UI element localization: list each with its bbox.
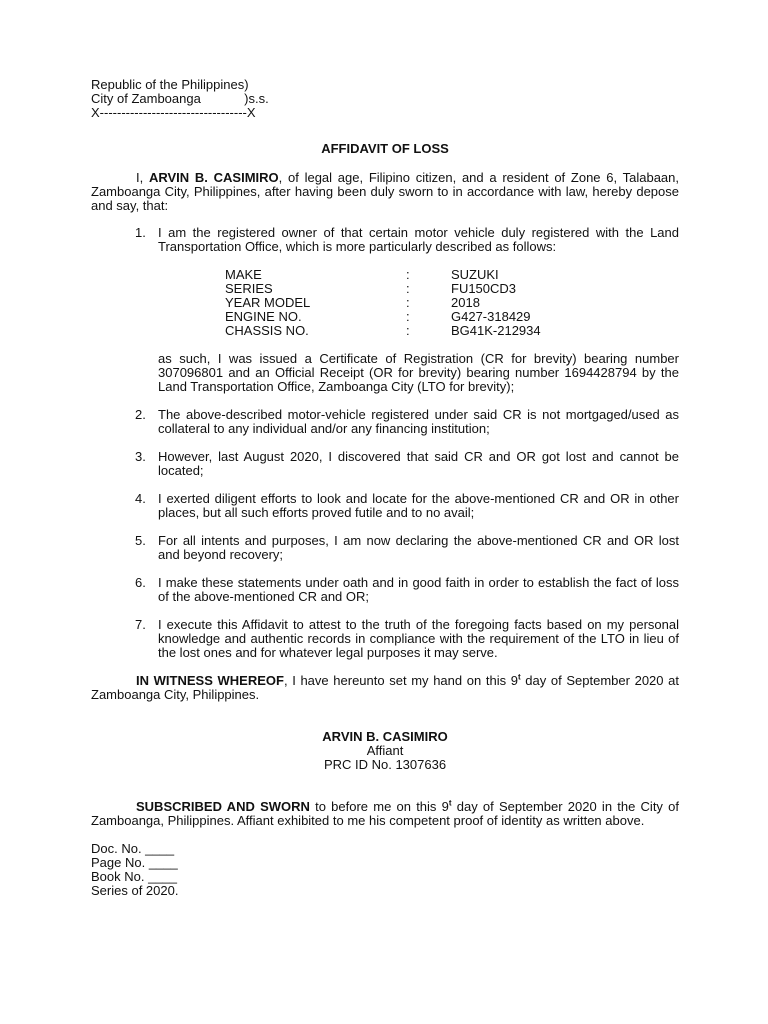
- affiant-name-intro: ARVIN B. CASIMIRO: [148, 170, 279, 185]
- vehicle-value: G427-318429: [451, 309, 531, 324]
- series-line: Series of 2020.: [91, 883, 179, 898]
- book-number-line: Book No. ____: [91, 869, 178, 884]
- statement-item: [91, 492, 679, 520]
- doc-number-line: Doc. No. ____: [91, 841, 175, 856]
- jurat-pre: to before me on this 9: [309, 799, 449, 814]
- vehicle-separator: :: [406, 295, 410, 310]
- vehicle-label: YEAR MODEL: [225, 295, 311, 310]
- venue-block: [91, 78, 679, 120]
- vehicle-row: [225, 310, 541, 324]
- venue-divider: X----------------------------------X: [91, 105, 256, 120]
- vehicle-label: MAKE: [225, 267, 262, 282]
- item-text: I make these statements under oath and in good faith in order to establish the fact of loss of the above-mentioned CR and OR;: [158, 575, 679, 604]
- vehicle-separator: :: [406, 281, 410, 296]
- jurat-ordinal: t: [448, 798, 452, 808]
- vehicle-label: CHASSIS NO.: [225, 323, 309, 338]
- statement-item: [91, 450, 679, 478]
- page-number-line: Page No. ____: [91, 855, 178, 870]
- witness-lead: IN WITNESS WHEREOF: [136, 673, 284, 688]
- affiant-name: ARVIN B. CASIMIRO: [322, 729, 448, 744]
- statement-item: [91, 534, 679, 562]
- item-text: For all intents and purposes, I am now declaring the above-mentioned CR and OR lost and beyond recovery;: [158, 533, 679, 562]
- vehicle-details-table: [225, 268, 541, 338]
- witness-paragraph: [91, 674, 679, 702]
- cr-or-paragraph: as such, I was issued a Certificate of Registration (CR for brevity) bearing number 307096801 and an Official Receipt (OR for brevity) bearing number 1694428794 by the Land Transportation Office, Zamboanga City (LTO for brevity);: [158, 351, 679, 394]
- vehicle-separator: :: [406, 309, 410, 324]
- venue-republic: Republic of the Philippines): [91, 77, 249, 92]
- vehicle-value: BG41K-212934: [451, 323, 541, 338]
- jurat-paragraph: [91, 800, 679, 828]
- item-text: I am the registered owner of that certain motor vehicle duly registered with the Land Transportation Office, which is more particularly described as follows:: [158, 225, 679, 254]
- witness-ordinal: t: [517, 672, 521, 682]
- item-number: 2.: [135, 407, 146, 422]
- statement-item: [91, 226, 679, 254]
- statement-item: [91, 576, 679, 604]
- venue-city: City of Zamboanga )s.s.: [91, 91, 269, 106]
- item-number: 1.: [135, 225, 146, 240]
- statement-item: [91, 618, 679, 660]
- item-text: However, last August 2020, I discovered that said CR and OR got lost and cannot be located;: [158, 449, 679, 478]
- affidavit-page: [91, 78, 679, 898]
- item-number: 6.: [135, 575, 146, 590]
- vehicle-value: 2018: [451, 295, 480, 310]
- jurat-post: day of September 2020 in the City of Zamboanga, Philippines. Affiant exhibited to me his competent proof of identity as written above.: [91, 799, 679, 828]
- item-text: I execute this Affidavit to attest to the truth of the foregoing facts based on my personal knowledge and authentic records in compliance with the requirement of the LTO in lieu of the lost ones and for whatever legal purposes it may serve.: [158, 617, 679, 660]
- affiant-role: Affiant: [366, 743, 404, 758]
- vehicle-row: [225, 282, 541, 296]
- item-number: 5.: [135, 533, 146, 548]
- intro-post: , of legal age, Filipino citizen, and a resident of Zone 6, Talabaan, Zamboanga City, Philippines, after having been duly sworn to in accordance with law, hereby depose and say, that:: [91, 170, 679, 213]
- vehicle-value: SUZUKI: [451, 267, 499, 282]
- vehicle-row: [225, 268, 541, 282]
- item-text: I exerted diligent efforts to look and locate for the above-mentioned CR and OR in other places, but all such efforts proved futile and to no avail;: [158, 491, 679, 520]
- intro-paragraph: [91, 171, 679, 213]
- vehicle-value: FU150CD3: [451, 281, 517, 296]
- item-number: 3.: [135, 449, 146, 464]
- vehicle-label: SERIES: [225, 281, 273, 296]
- witness-post: day of September 2020 at Zamboanga City, Philippines.: [91, 673, 679, 702]
- statement-item: [91, 408, 679, 436]
- statement-list: [91, 226, 679, 254]
- vehicle-label: ENGINE NO.: [225, 309, 302, 324]
- statement-list-continued: [91, 408, 679, 660]
- vehicle-row: [225, 296, 541, 310]
- vehicle-row: [225, 324, 541, 338]
- witness-pre: , I have hereunto set my hand on this 9: [283, 673, 518, 688]
- item-number: 4.: [135, 491, 146, 506]
- intro-pre: I,: [136, 170, 149, 185]
- vehicle-separator: :: [406, 323, 410, 338]
- item-number: 7.: [135, 617, 146, 632]
- vehicle-separator: :: [406, 267, 410, 282]
- notarial-register: [91, 842, 679, 898]
- item-text: The above-described motor-vehicle registered under said CR is not mortgaged/used as collateral to any individual and/or any financing institution;: [158, 407, 679, 436]
- jurat-lead: SUBSCRIBED AND SWORN: [136, 799, 310, 814]
- document-title: AFFIDAVIT OF LOSS: [321, 141, 449, 156]
- affiant-id: PRC ID No. 1307636: [323, 757, 447, 772]
- signature-block: [91, 730, 679, 772]
